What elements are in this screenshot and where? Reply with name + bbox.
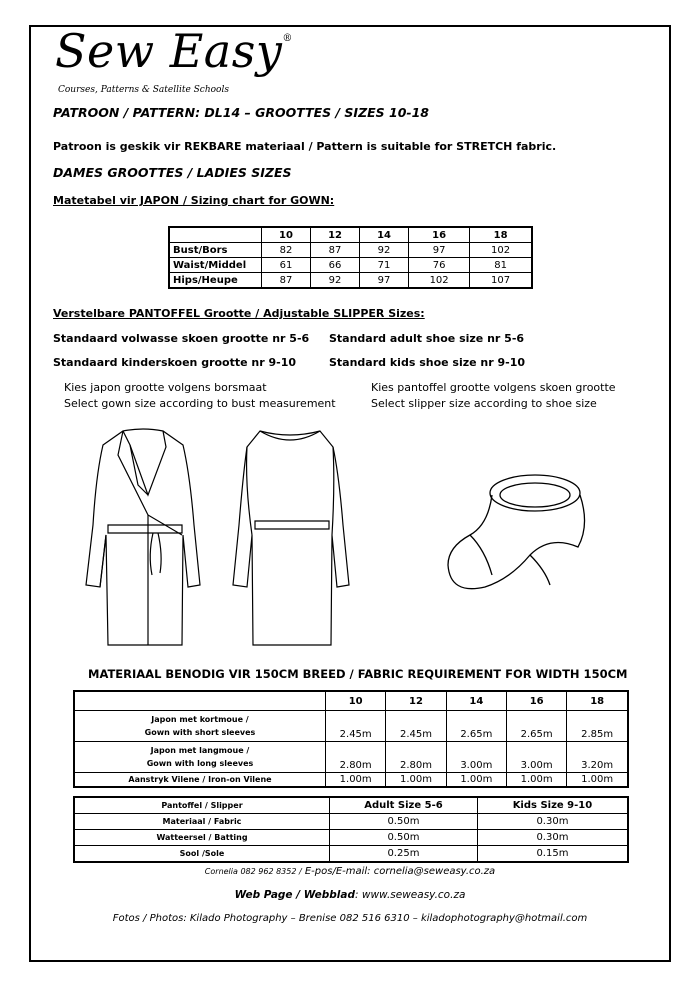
pattern-number: PATROON / PATTERN: DL14 – GROOTTES / SIZES 10-18 <box>53 105 430 120</box>
gown-back-illustration <box>225 425 355 655</box>
gown-sizing-table <box>168 226 533 289</box>
brand-tagline: Courses, Patterns & Satellite Schools <box>58 85 229 95</box>
slipper-illustration <box>430 455 600 605</box>
brand-logo: Sew Easy® <box>55 24 293 78</box>
table-row: Bust/Bors 82 87 92 97 102 <box>169 243 532 258</box>
table-row: Aanstryk Vilene / Iron-on Vilene 1.00m 1.00m 1.00m 1.00m 1.00m <box>74 773 628 788</box>
slipper-instruction-en: Select slipper size according to shoe size <box>371 397 597 410</box>
table-row: Sool /Sole 0.25m 0.15m <box>74 846 628 863</box>
fabric-requirement-table <box>73 690 629 788</box>
table-row: Materiaal / Fabric 0.50m 0.30m <box>74 814 628 830</box>
table-row: Watteersel / Batting 0.50m 0.30m <box>74 830 628 846</box>
web-link[interactable]: www.seweasy.co.za <box>361 889 466 901</box>
table-header-row: Pantoffel / Slipper Adult Size 5-6 Kids Size 9-10 <box>74 797 628 814</box>
table-row: Waist/Middel 61 66 71 76 81 <box>169 258 532 273</box>
web-label: Web Page / Webblad <box>234 889 355 901</box>
fabric-requirement-title: MATERIAAL BENODIG VIR 150CM BREED / FABRIC REQUIREMENT FOR WIDTH 150CM <box>88 667 628 681</box>
kids-size-af: Standaard kinderskoen grootte nr 9-10 <box>53 356 297 369</box>
contact-line <box>0 866 700 877</box>
adult-size-af: Standaard volwasse skoen grootte nr 5-6 <box>53 332 310 345</box>
web-line: Web Page / Webblad: www.seweasy.co.za <box>234 889 466 901</box>
stretch-note: Patroon is geskik vir REKBARE materiaal / Pattern is suitable for STRETCH fabric. <box>53 140 557 153</box>
adult-size-en: Standard adult shoe size nr 5-6 <box>329 332 525 345</box>
slipper-sizes-title: Verstelbare PANTOFFEL Grootte / Adjustable SLIPPER Sizes: <box>53 307 425 320</box>
table-header-row: 10 12 14 16 18 <box>74 691 628 711</box>
email-link[interactable]: cornelia@seweasy.co.za <box>373 866 496 877</box>
kids-size-en: Standard kids shoe size nr 9-10 <box>329 356 526 369</box>
sizing-chart-title: Matetabel vir JAPON / Sizing chart for GOWN: <box>53 194 335 207</box>
table-row: Hips/Heupe 87 92 97 102 107 <box>169 273 532 289</box>
contact-phone: Cornelia 082 962 8352 / <box>204 867 302 876</box>
gown-instruction-en: Select gown size according to bust measurement <box>64 397 336 410</box>
ladies-heading: DAMES GROOTTES / LADIES SIZES <box>53 165 292 180</box>
slipper-instruction-af: Kies pantoffel grootte volgens skoen grootte <box>371 381 616 394</box>
table-header-row: 10 12 14 16 18 <box>169 227 532 243</box>
photo-credit: Fotos / Photos: Kilado Photography – Brenise 082 516 6310 – kiladophotography@hotmail.com <box>112 913 588 924</box>
gown-instruction-af: Kies japon grootte volgens borsmaat <box>64 381 267 394</box>
table-row: Japon met langmoue / Gown with long sleeves 2.80m 2.80m 3.00m 3.00m 3.20m <box>74 742 628 773</box>
gown-front-illustration <box>78 425 208 655</box>
table-row: Japon met kortmoue / Gown with short sleeves 2.45m 2.45m 2.65m 2.65m 2.85m <box>74 711 628 742</box>
slipper-materials-table <box>73 796 629 863</box>
email-label: E-pos/E-mail: <box>304 866 371 877</box>
